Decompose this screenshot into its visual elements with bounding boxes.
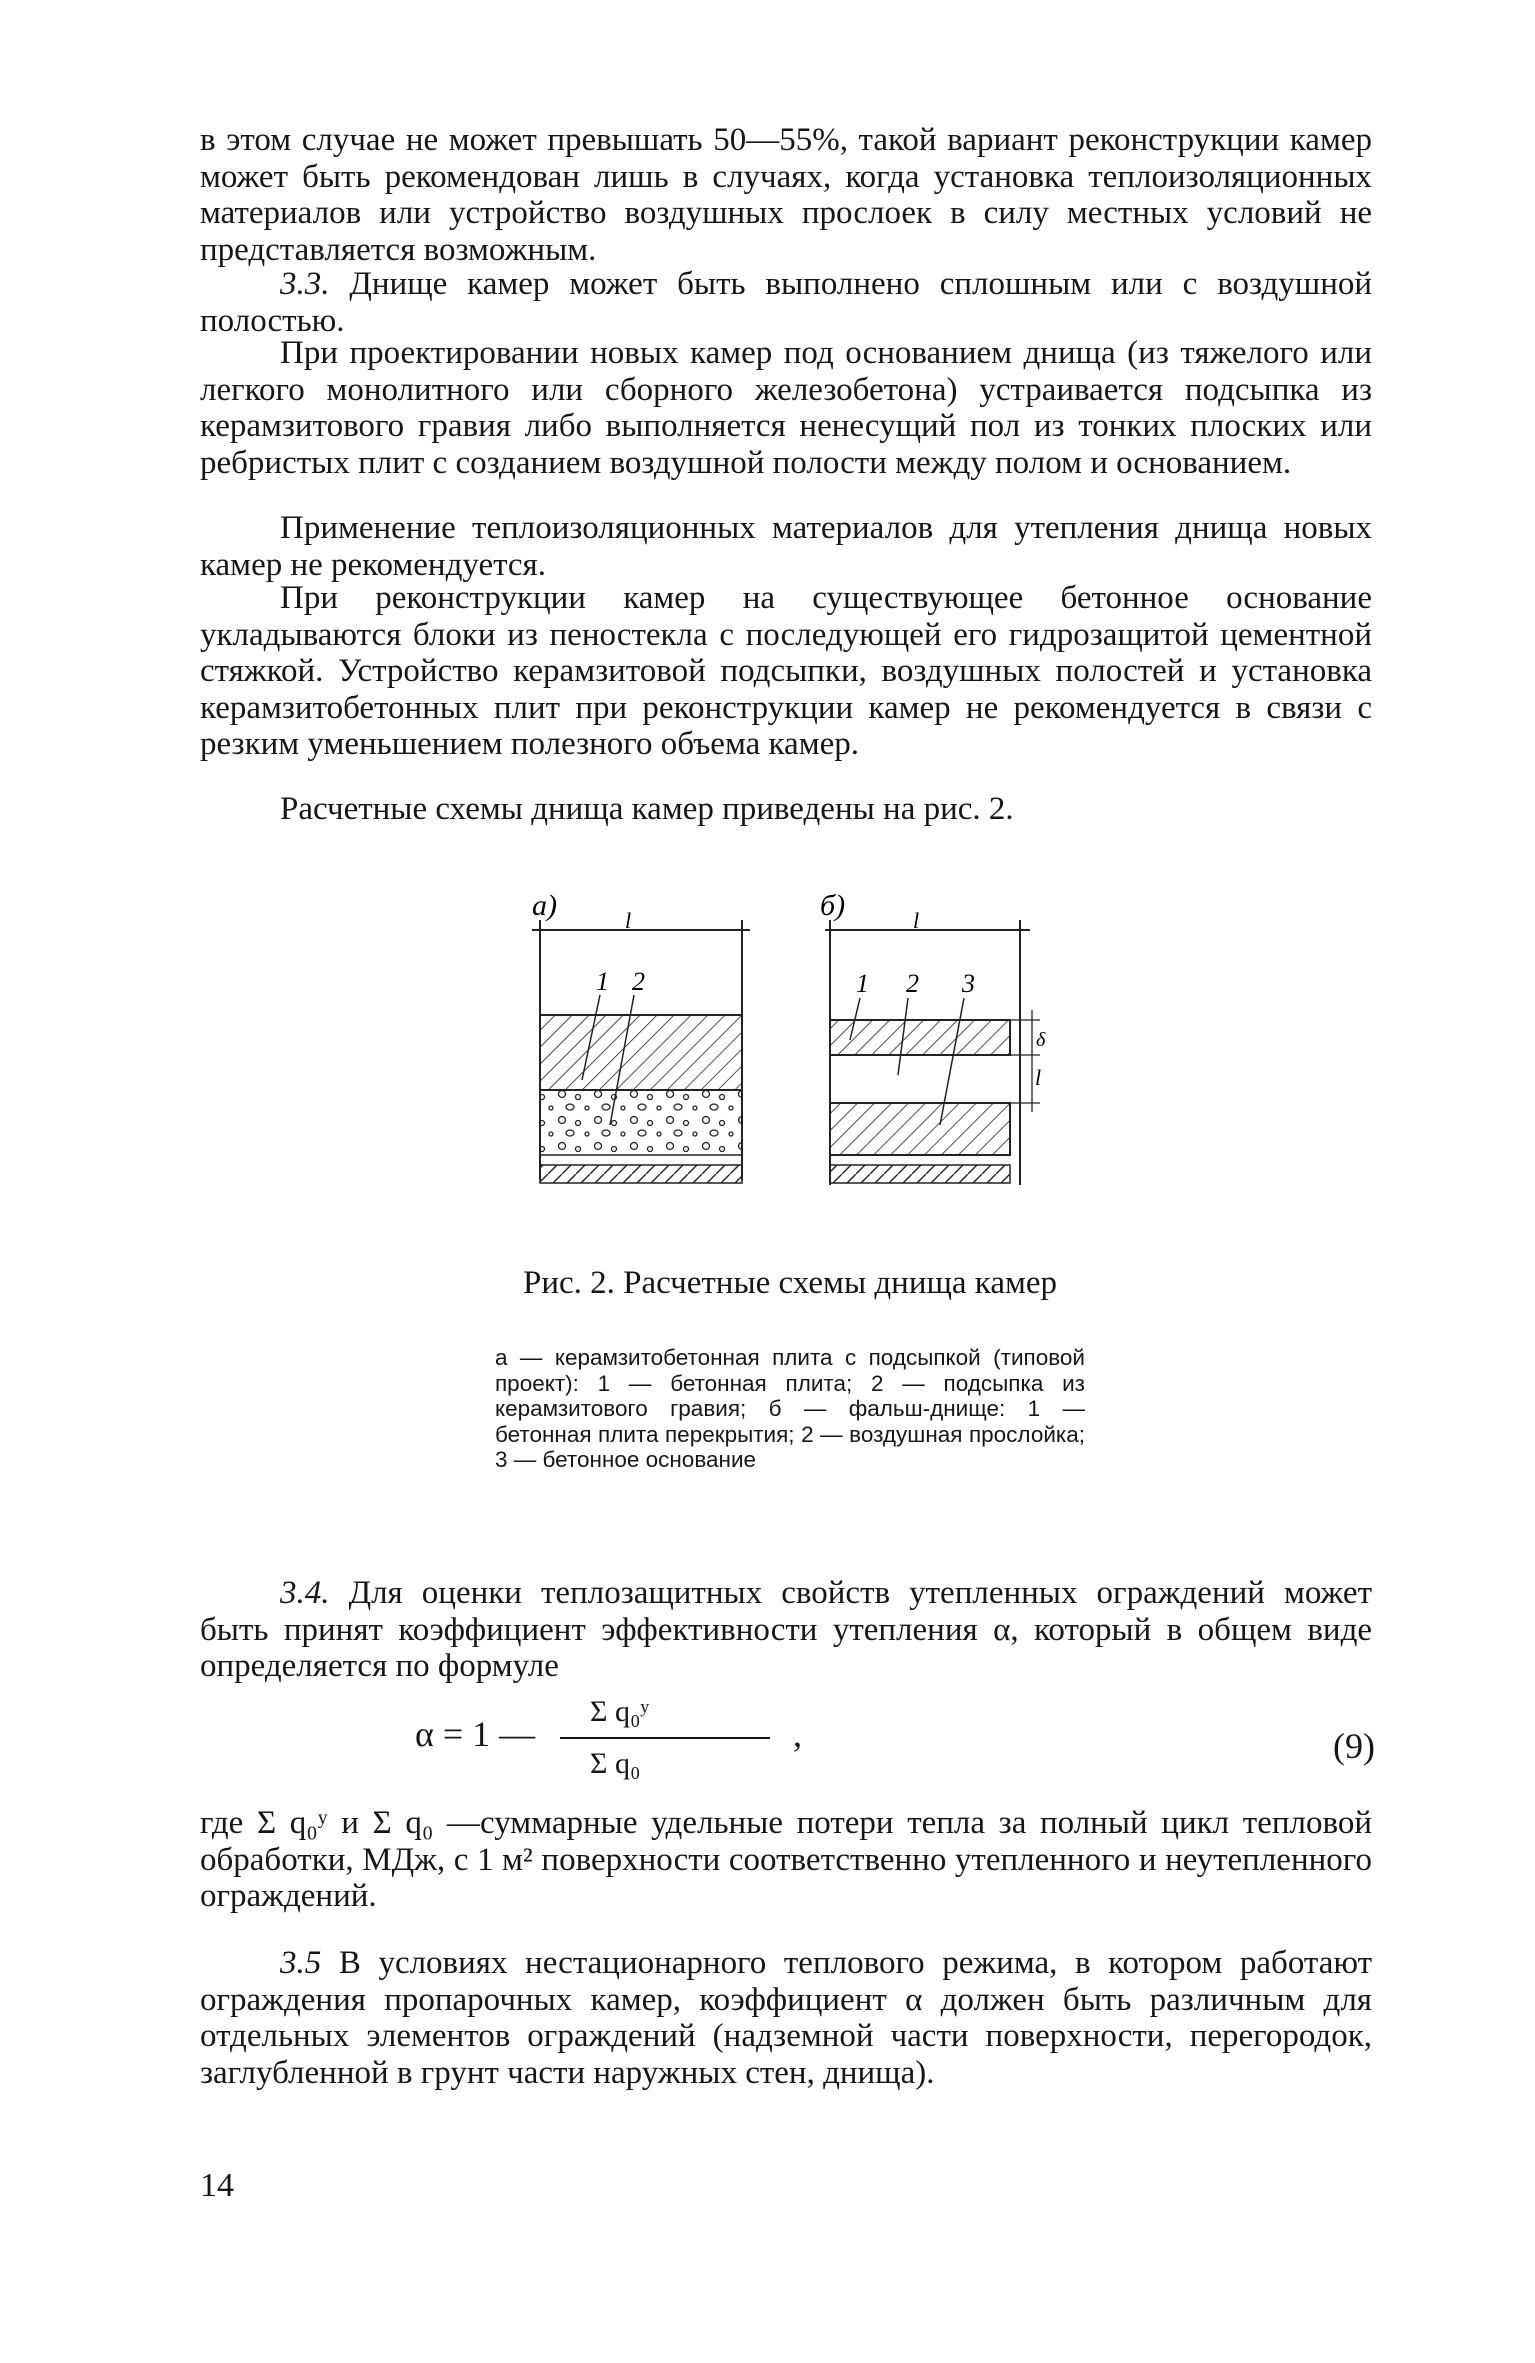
formula-comma: ,	[793, 1714, 802, 1754]
paragraph-design: При проектировании новых камер под основанием днища (из тяжелого или легкого монолитного или сборного железобетона) устраивается подсыпка из керамзитового гравия либо выполняется ненесущий пол из тонких плоских или ребристых плит с созданием воздушной полости между полом и основанием.	[200, 335, 1372, 481]
paragraph-where: где Σ q₀ʸ и Σ q₀ —суммарные удельные потери тепла за полный цикл тепловой обработки, МДж, с 1 м² поверхности соответственно утепленного и неутепленного ограждений.	[200, 1805, 1372, 1914]
concrete-base-b	[830, 1103, 1010, 1155]
scheme-a-label: а)	[532, 889, 557, 922]
figure-2-diagram	[520, 880, 1060, 1210]
formula-numerator: Σ q₀ʸ	[590, 1695, 650, 1728]
paragraph-figure-ref: Расчетные схемы днища камер приведены на рис. 2.	[280, 791, 1014, 827]
scheme-b-label: б)	[820, 889, 846, 922]
callout-b-2: 2	[906, 969, 919, 998]
concrete-slab-a	[540, 1015, 742, 1090]
paragraph-3-4	[200, 1575, 1372, 1685]
section-number: 3.5	[280, 1945, 322, 1981]
ground-b	[830, 1165, 1010, 1183]
floor-slab-b	[830, 1020, 1010, 1055]
paragraph-text: Днище камер может быть выполнено сплошным или с воздушной полостью.	[200, 266, 1373, 339]
formula-denominator: Σ q₀	[590, 1747, 641, 1780]
dim-l-gap-b: l	[1035, 1065, 1042, 1090]
paragraph-3-5	[200, 1945, 1372, 2091]
formula-lhs: α = 1 —	[415, 1714, 536, 1754]
callout-a-2: 2	[632, 967, 645, 996]
callout-b-3: 3	[962, 969, 975, 998]
dim-delta-b: δ	[1036, 1029, 1046, 1051]
dim-l-b: l	[913, 908, 920, 933]
formula-9	[415, 1695, 1375, 1780]
paragraph-text: Для оценки теплозащитных свойств утепленных ограждений может быть принят коэффициент эффективности утепления α, который в общем виде определяется по формуле	[200, 1575, 1372, 1684]
gravel-fill-a	[540, 1090, 742, 1155]
paragraph-reconstruction: При реконструкции камер на существующее бетонное основание укладываются блоки из пеностекла с последующей его гидрозащитой цементной стяжкой. Устройство керамзитовой подсыпки, воздушных полостей и установка керамзитобетонных плит при реконструкции камер не рекомендуется в связи с резким уменьшением полезного объема камер.	[200, 580, 1372, 762]
ground-a	[540, 1165, 742, 1183]
dim-l-a: l	[625, 908, 632, 933]
air-gap-b	[830, 1055, 1010, 1103]
page-number: 14	[200, 2167, 234, 2204]
scheme-a	[532, 889, 750, 1183]
figure-legend: а — керамзитобетонная плита с подсыпкой (типовой проект): 1 — бетонная плита; 2 — подсыпка из керамзитового гравия; б — фальш-днище: 1 — бетонная плита перекрытия; 2 — воздушная прослойка; 3 — бетонное основание	[495, 1345, 1085, 1472]
equation-number: (9)	[1333, 1726, 1375, 1766]
paragraph-continuation: в этом случае не может превышать 50—55%, такой вариант реконструкции камер может быть рекомендован лишь в случаях, когда установка теплоизоляционных материалов или устройство воздушных прослоек в силу местных условий не представляется возможным.	[200, 122, 1372, 268]
figure-caption: Рис. 2. Расчетные схемы днища камер	[522, 1265, 1057, 1301]
paragraph-text: В условиях нестационарного теплового режима, в котором работают ограждения пропарочных камер, коэффициент α должен быть различным для отдельных элементов ограждений (надземной части поверхности, перегородок, заглубленной в грунт части наружных стен, днища).	[200, 1945, 1373, 2091]
scheme-b	[820, 889, 1046, 1185]
callout-b-1: 1	[856, 969, 869, 998]
paragraph-3-3	[200, 266, 1372, 339]
section-number: 3.4.	[280, 1575, 330, 1611]
paragraph-insulation: Применение теплоизоляционных материалов для утепления днища новых камер не рекомендуется.	[200, 510, 1372, 583]
callout-a-1: 1	[596, 967, 609, 996]
fraction-bar	[560, 1737, 770, 1739]
section-number: 3.3.	[280, 266, 330, 302]
